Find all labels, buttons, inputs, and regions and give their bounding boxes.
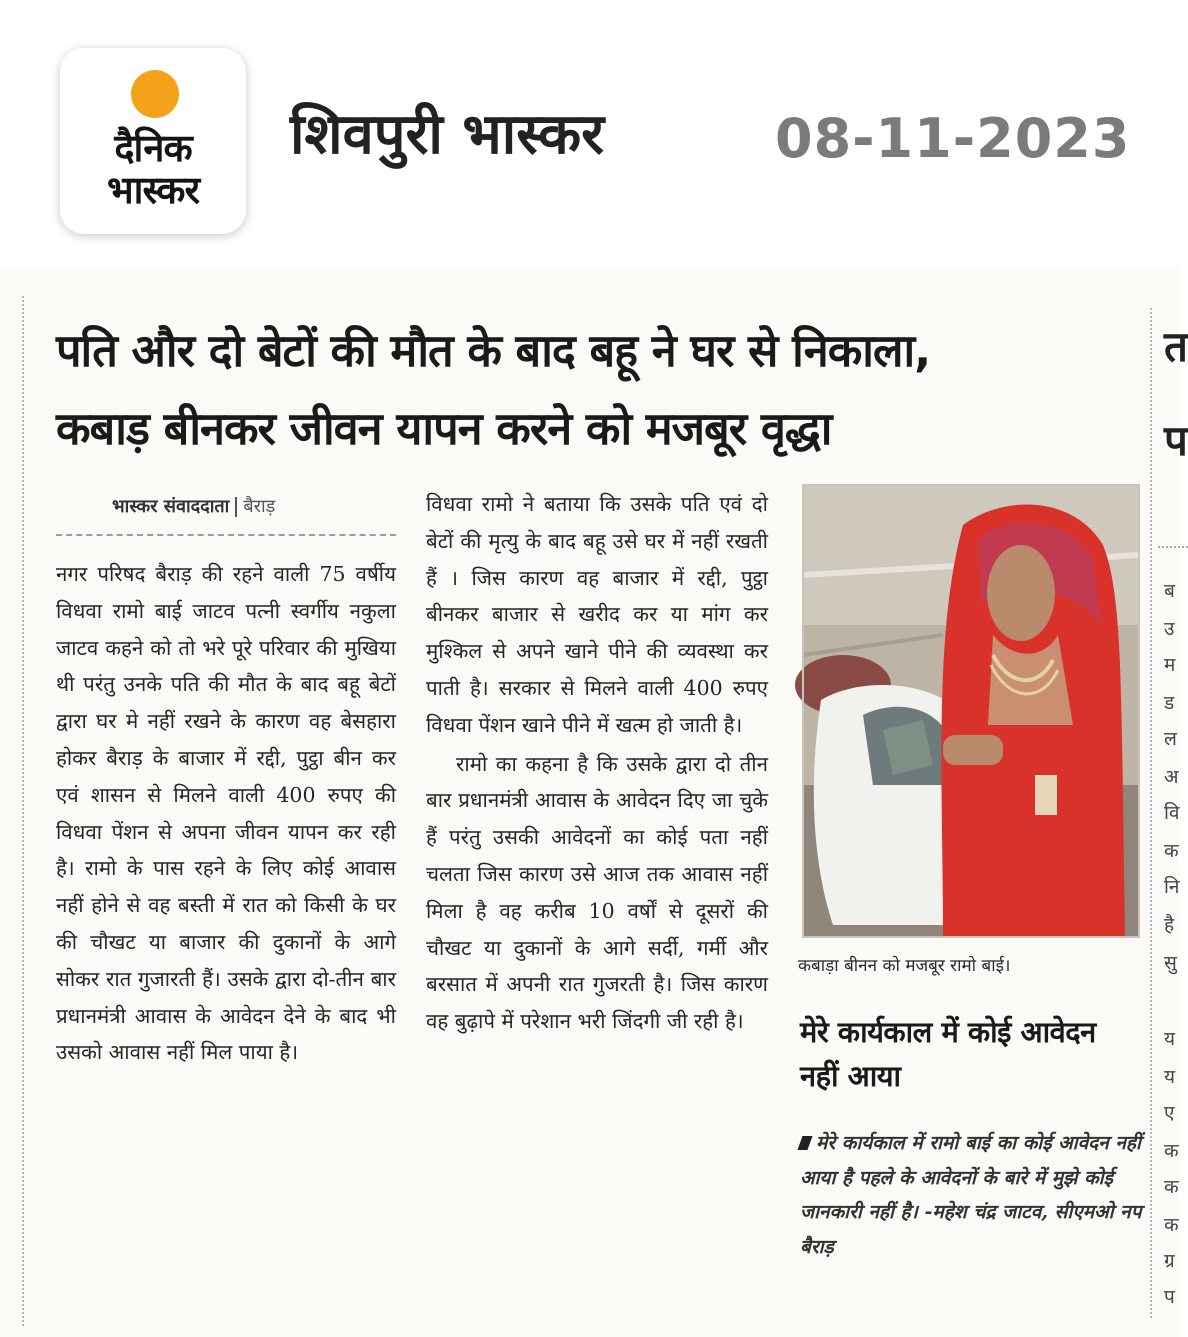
fragment-glyph: ल [1164, 728, 1177, 750]
fragment-glyph: सु [1164, 952, 1177, 974]
fragment-glyph: उ [1164, 618, 1175, 640]
fragment-glyph: ब [1164, 580, 1175, 602]
sidebar-subheading: मेरे कार्यकाल में कोई आवेदन नहीं आया [800, 1015, 1096, 1093]
fragment-glyph: ए [1164, 1102, 1175, 1124]
logo-word-dainik: दैनिक [114, 126, 192, 170]
dainik-bhaskar-logo [60, 48, 246, 234]
column-divider-right [1150, 308, 1152, 1318]
article-column-2 [426, 486, 768, 1326]
page-header [0, 0, 1179, 260]
fragment-glyph: है [1164, 914, 1175, 936]
photo-caption: कबाड़ा बीनन को मजबूर रामो बाई। [798, 956, 1011, 976]
headline-line-2: कबाड़ बीनकर जीवन यापन करने को मजबूर वृद्धा [56, 402, 832, 455]
adjacent-article-fragment [1164, 268, 1188, 1337]
fragment-glyph: क [1164, 1140, 1179, 1162]
column-2-paragraph-2: रामो का कहना है कि उसके द्वारा दो तीन बार प्रधानमंत्री आवास के आवेदन दिए जा चुके हैं परंतु उसकी आवेदनों का कोई पता नहीं चलता जिस कारण उसे आज तक आवास नहीं मिला है वह करीब 10 वर्षों से दूसरों की चौखट या दुकानों के आगे सर्दी, गर्मी और बरसात में अपनी रात गुजरती है। जिस कारण वह बुढ़ापे में परेशान भरी जिंदगी जी रही है। [426, 751, 768, 1034]
newspaper-clipping [0, 268, 1188, 1337]
fragment-glyph: क [1164, 1214, 1179, 1236]
fragment-glyph: म [1164, 654, 1176, 676]
fragment-glyph: प [1164, 416, 1188, 465]
photo-illustration [803, 485, 1139, 937]
publication-date: 08-11-2023 [775, 107, 1131, 170]
fragment-glyph: नि [1164, 876, 1180, 898]
quote-bullet-icon [797, 1136, 812, 1150]
article-headline [56, 312, 1146, 468]
fragment-glyph: प [1164, 1286, 1175, 1308]
quote-text: मेरे कार्यकाल में रामो बाई का कोई आवेदन नहीं आया है पहले के आवेदनों के बारे में मुझे कोई जानकारी नहीं है। -महेश चंद्र जाटव, सीएमओ नप बैराड़ [800, 1132, 1142, 1258]
fragment-glyph: वि [1164, 802, 1180, 824]
column-divider-left [22, 296, 24, 1326]
edition-title: शिवपुरी भास्कर [290, 102, 605, 167]
byline-reporter: भास्कर संवाददाता [112, 496, 230, 517]
headline-line-1: पति और दो बेटों की मौत के बाद बहू ने घर से निकाला, [56, 324, 931, 377]
article-column-1 [56, 556, 396, 1316]
fragment-glyph: क [1164, 840, 1179, 862]
fragment-glyph: य [1164, 1028, 1176, 1050]
byline-place: बैराड़ [243, 496, 276, 517]
byline-divider [56, 534, 396, 536]
fragment-glyph: क [1164, 1176, 1179, 1198]
fragment-glyph: य [1164, 1066, 1176, 1088]
fragment-glyph: अ [1164, 766, 1179, 788]
fragment-glyph: ग्र [1164, 1250, 1175, 1272]
column-1-paragraph: नगर परिषद बैराड़ की रहने वाली 75 वर्षीय विधवा रामो बाई जाटव पत्नी स्वर्गीय नकुला जाटव कहने को तो भरे पूरे परिवार की मुखिया थी परंतु उनके पति की मौत के बाद बहू बेटों द्वारा घर मे नहीं रखने के कारण वह बेसहारा होकर बैराड़ के बाजार में रद्दी, पुट्ठा बीन कर एवं शासन से मिलने वाली 400 रुपए की विधवा पेंशन से अपना जीवन यापन कर रही है। रामो के पास रहने के लिए कोई आवास नहीं होने से वह बस्ती में रात को किसी के घर की चौखट या बाजार की दुकानों के आगे सोकर रात गुजारती हैं। उसके द्वारा दो-तीन बार प्रधानमंत्री आवास के आवेदन देने के बाद भी उसको आवास नहीं मिल पाया है। [56, 562, 396, 1065]
fragment-glyph: त [1164, 322, 1188, 371]
byline [112, 494, 275, 520]
article-photo [802, 484, 1140, 938]
byline-separator [235, 497, 237, 517]
sun-icon [131, 70, 179, 118]
fragment-glyph: ड [1164, 692, 1175, 714]
logo-word-bhaskar: भास्कर [106, 168, 200, 212]
column-2-paragraph-1: विधवा रामो ने बताया कि उसके पति एवं दो बेटों की मृत्यु के बाद बहू उसे घर में नहीं रखती हैं । जिस कारण वह बाजार में रद्दी, पुट्ठा बीनकर बाजार से खरीद कर या मांग कर मुश्किल से अपने खाने पीने की व्यवस्था कर पाती है। सरकार से मिलने वाली 400 रुपए विधवा पेंशन खाने पीने में खत्म हो जाती है। [426, 492, 768, 737]
official-quote [800, 1126, 1142, 1264]
